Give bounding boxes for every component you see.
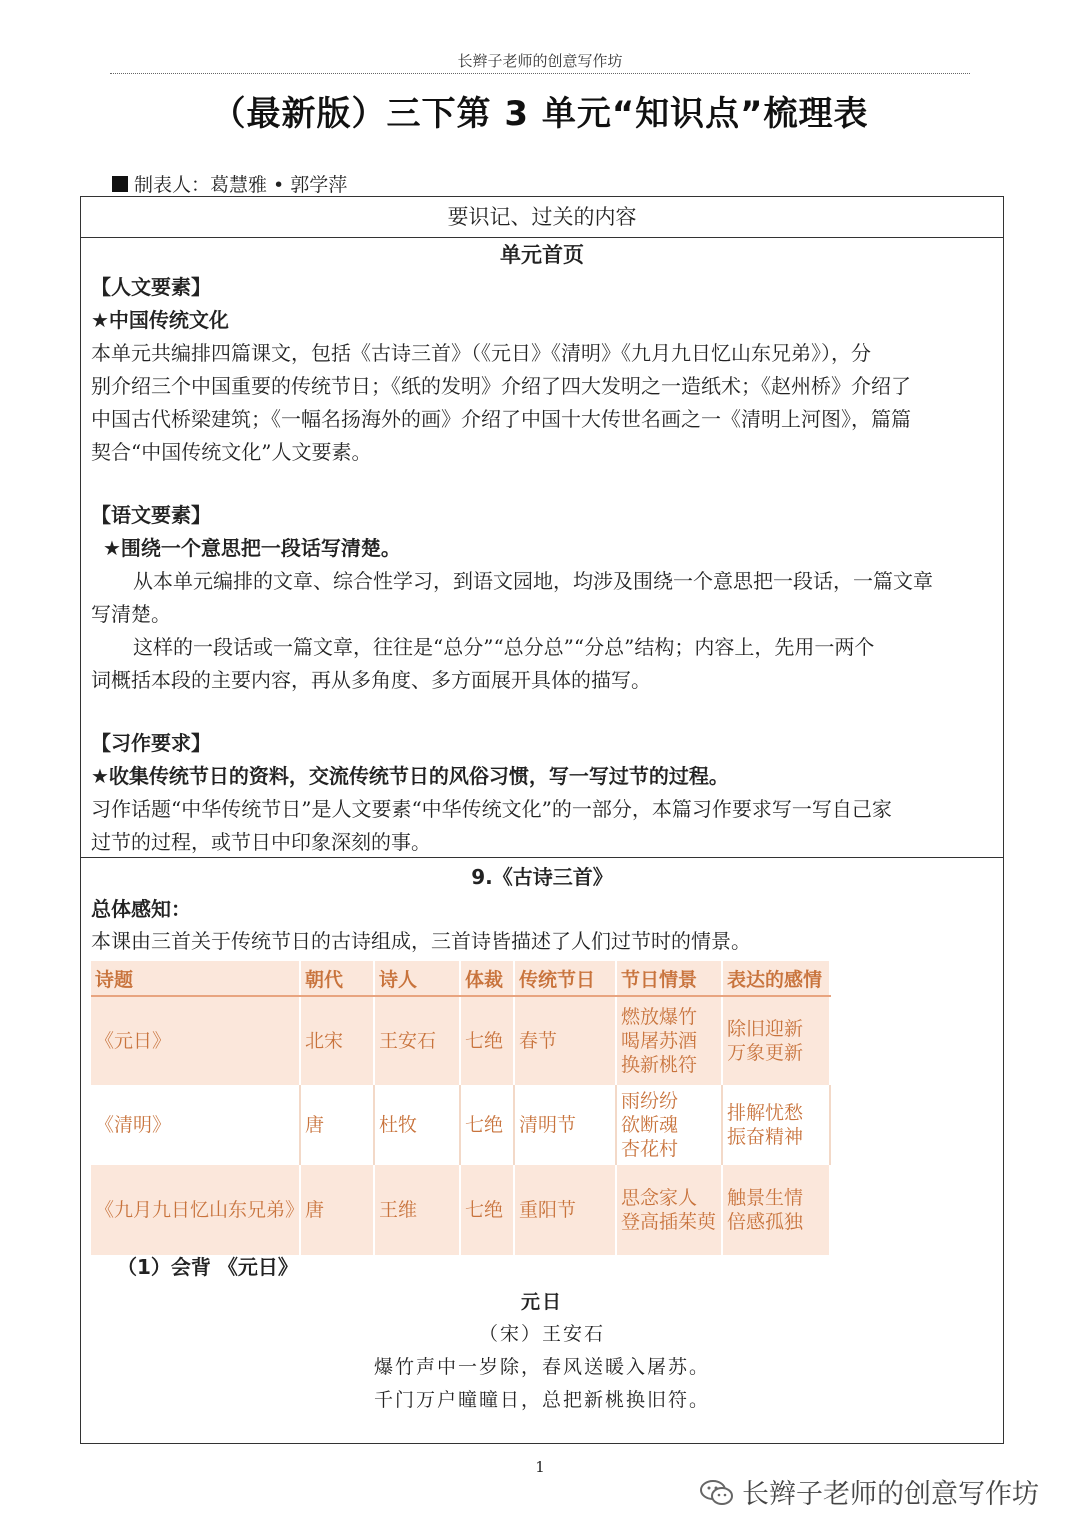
- xizuo-line: 过节的过程，或节日中印象深刻的事。: [91, 830, 431, 854]
- poem-line: 千门万户曈曈日，总把新桃换旧符。: [373, 1389, 710, 1411]
- cell-festival: 春节: [514, 996, 616, 1085]
- table-row: [91, 1165, 830, 1255]
- wechat-icon: [700, 1479, 734, 1514]
- poem-author: （宋）王安石: [478, 1323, 605, 1345]
- maker-text: 制表人：葛慧雅 • 郭学萍: [134, 174, 348, 196]
- column-header: 诗题: [91, 961, 300, 996]
- poem-table-header-row: [91, 961, 830, 996]
- xizuo-paragraph: [91, 793, 995, 859]
- table-row: [91, 996, 830, 1085]
- scene-line: 雨纷纷: [621, 1090, 679, 1112]
- maker-line: [112, 170, 347, 197]
- scene-line: 登高插茱萸: [621, 1211, 717, 1233]
- xizuo-point: ★收集传统节日的资料，交流传统节日的风俗习惯，写一写过节的过程。: [91, 764, 729, 788]
- scene-line: 燃放爆竹: [621, 1006, 698, 1028]
- table-header: 要识记、过关的内容: [81, 197, 1003, 238]
- yuwen-line: 词概括本段的主要内容，再从多角度、多方面展开具体的描写。: [91, 668, 651, 692]
- watermark-text: 长辫子老师的创意写作坊: [742, 1479, 1039, 1510]
- column-header: 传统节日: [514, 961, 616, 996]
- yuwen-line: 这样的一段话或一篇文章，往往是“总分”“总分总”“分总”结构；内容上，先用一两个: [133, 635, 875, 659]
- cell-dynasty: 北宋: [300, 996, 374, 1085]
- xizuo-line: 习作话题“中华传统节日”是人文要素“中华传统文化”的一部分，本篇习作要求写一写自己家: [91, 797, 892, 821]
- page-number: 1: [535, 1458, 545, 1476]
- yuwen-line: 写清楚。: [91, 602, 171, 626]
- page-header: 长辫子老师的创意写作坊: [457, 52, 623, 70]
- renwen-line: 别介绍三个中国重要的传统节日；《纸的发明》介绍了四大发明之一造纸术；《赵州桥》介绍了: [91, 374, 911, 398]
- lesson9-title: 9.《古诗三首》: [471, 865, 613, 889]
- cell-title: 《九月九日忆山东兄弟》: [91, 1165, 300, 1255]
- cell-title: 《元日》: [91, 996, 300, 1085]
- scene-line: 杏花村: [621, 1138, 679, 1160]
- cell-form: 七绝: [460, 1085, 514, 1165]
- unit-home-title: 单元首页: [500, 243, 584, 267]
- scene-line: 喝屠苏酒: [621, 1030, 698, 1052]
- cell-poet: 王维: [374, 1165, 460, 1255]
- column-header: 朝代: [300, 961, 374, 996]
- column-header: 表达的感情: [722, 961, 830, 996]
- cell-festival: 清明节: [514, 1085, 616, 1165]
- xizuo-label: 【习作要求】: [91, 731, 211, 755]
- section-divider: [81, 857, 1003, 858]
- feeling-line: 排解忧愁: [727, 1102, 804, 1124]
- scene-line: 欲断魂: [621, 1114, 679, 1136]
- poem-title: 元日: [520, 1291, 563, 1313]
- yuwen-label: 【语文要素】: [91, 503, 211, 527]
- content-table: [80, 196, 1004, 1444]
- poem-table: [91, 961, 831, 1255]
- column-header: 体裁: [460, 961, 514, 996]
- recite-label: （1）会背 《元日》: [117, 1255, 298, 1279]
- cell-festival: 重阳节: [514, 1165, 616, 1255]
- renwen-line: 本单元共编排四篇课文，包括《古诗三首》（《元日》《清明》《九月九日忆山东兄弟》），分: [91, 341, 871, 365]
- cell-scene: [616, 996, 722, 1085]
- poem-line: 爆竹声中一岁除，春风送暖入屠苏。: [373, 1356, 710, 1378]
- cell-title: 《清明》: [91, 1085, 300, 1165]
- cell-feeling: [722, 1085, 830, 1165]
- header-divider: [110, 73, 970, 74]
- column-header: 节日情景: [616, 961, 722, 996]
- watermark: [700, 1472, 1039, 1514]
- cell-scene: [616, 1165, 722, 1255]
- renwen-line: 中国古代桥梁建筑；《一幅名扬海外的画》介绍了中国十大传世名画之一《清明上河图》，篇篇: [91, 407, 911, 431]
- cell-scene: [616, 1085, 722, 1165]
- square-bullet-icon: [112, 176, 128, 192]
- yuwen-line: 从本单元编排的文章、综合性学习，到语文园地，均涉及围绕一个意思把一段话，一篇文章: [133, 569, 933, 593]
- feeling-line: 万象更新: [727, 1042, 804, 1064]
- yuwen-paragraph: [91, 565, 995, 697]
- scene-line: 思念家人: [621, 1187, 698, 1209]
- overview-text: 本课由三首关于传统节日的古诗组成，三首诗皆描述了人们过节时的情景。: [91, 929, 751, 953]
- renwen-point: ★中国传统文化: [91, 308, 229, 332]
- column-header: 诗人: [374, 961, 460, 996]
- table-row: [91, 1085, 830, 1165]
- yuwen-point: ★围绕一个意思把一段话写清楚。: [103, 536, 401, 560]
- renwen-paragraph: [91, 337, 995, 469]
- feeling-line: 倍感孤独: [727, 1211, 804, 1233]
- renwen-line: 契合“中国传统文化”人文要素。: [91, 440, 372, 464]
- scene-line: 换新桃符: [621, 1054, 698, 1076]
- overview-label: 总体感知：: [91, 897, 191, 921]
- page-title: （最新版）三下第 3 单元“知识点”梳理表: [211, 94, 869, 134]
- feeling-line: 触景生情: [727, 1187, 804, 1209]
- cell-poet: 杜牧: [374, 1085, 460, 1165]
- cell-feeling: [722, 1165, 830, 1255]
- cell-form: 七绝: [460, 996, 514, 1085]
- cell-dynasty: 唐: [300, 1165, 374, 1255]
- feeling-line: 除旧迎新: [727, 1018, 804, 1040]
- renwen-label: 【人文要素】: [91, 275, 211, 299]
- cell-feeling: [722, 996, 830, 1085]
- cell-form: 七绝: [460, 1165, 514, 1255]
- cell-poet: 王安石: [374, 996, 460, 1085]
- cell-dynasty: 唐: [300, 1085, 374, 1165]
- feeling-line: 振奋精神: [727, 1126, 804, 1148]
